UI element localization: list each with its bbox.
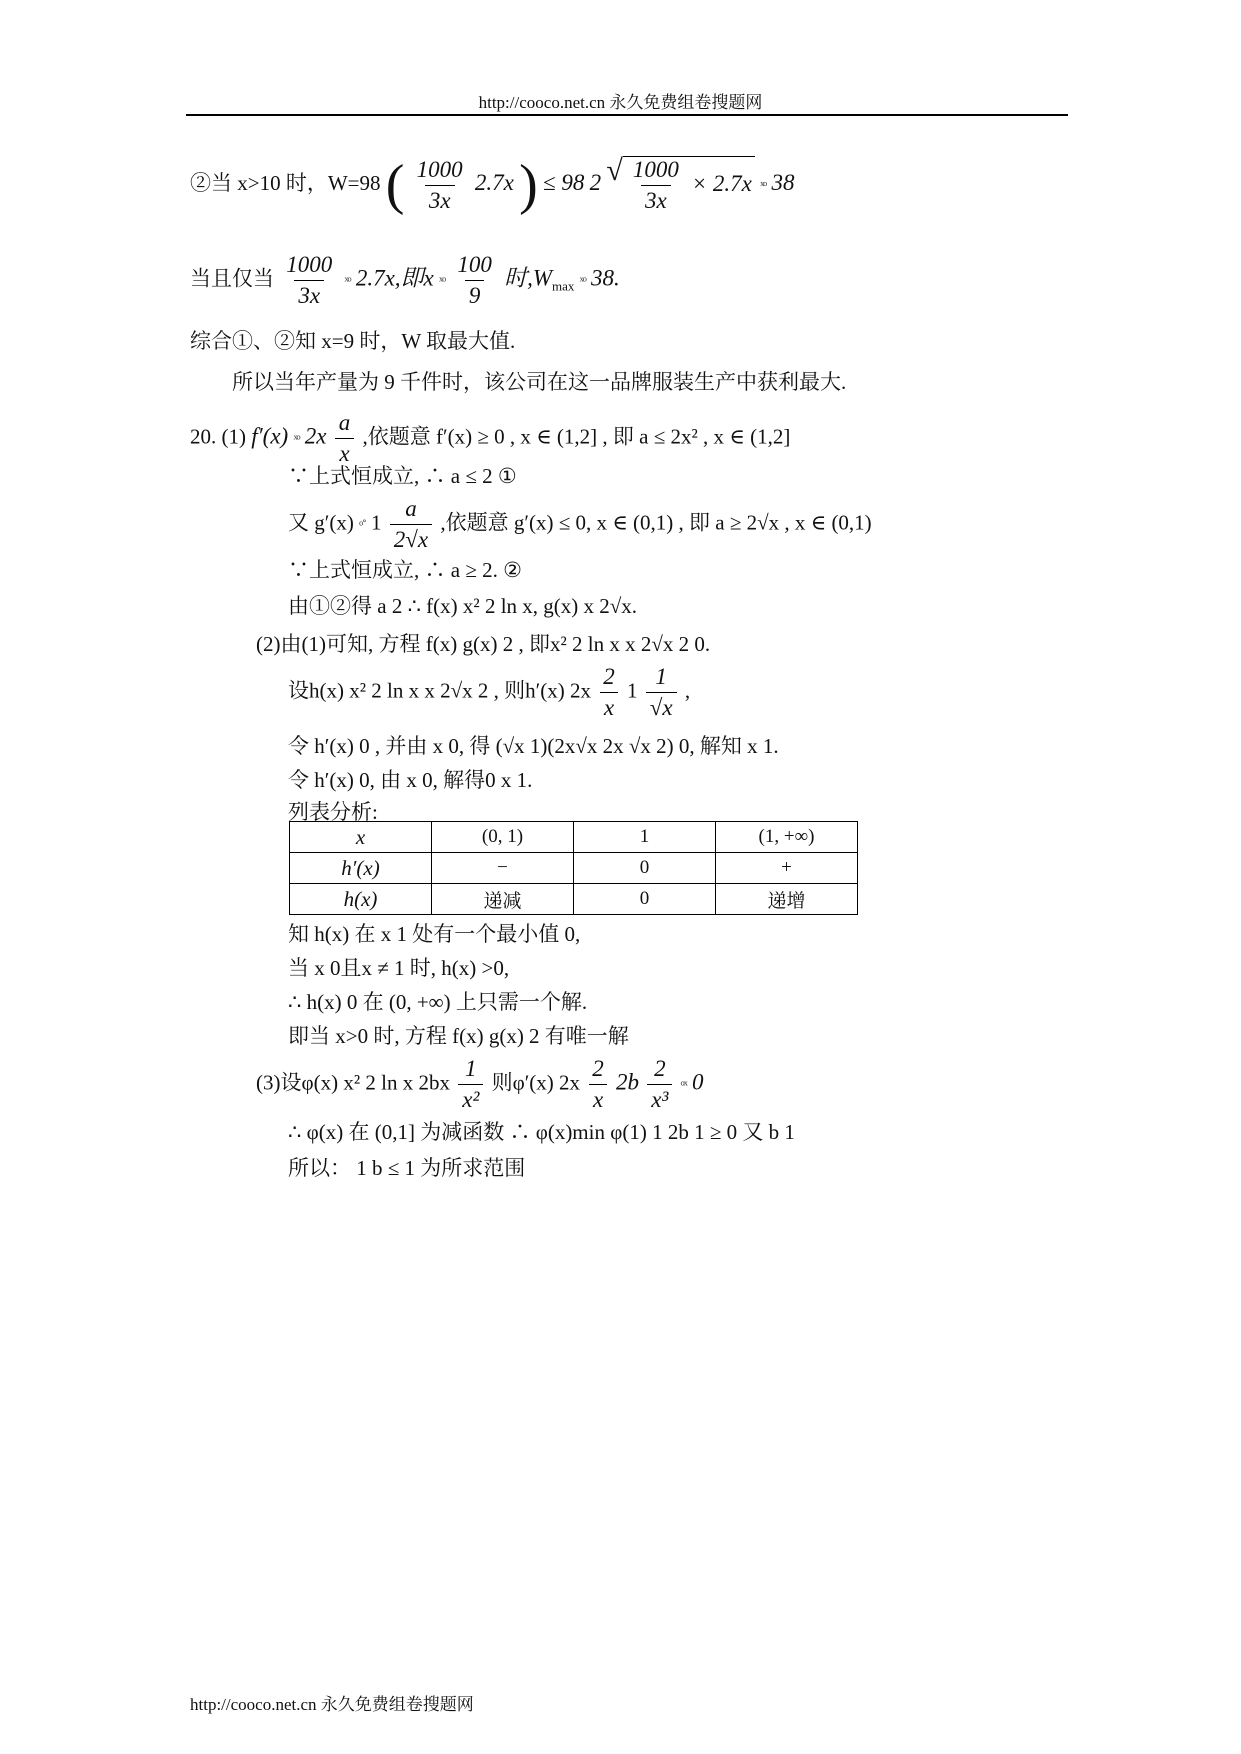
- frac-denominator: x³: [647, 1084, 672, 1113]
- table-cell: +: [716, 853, 858, 884]
- table-cell: h′(x): [290, 853, 432, 884]
- p19-line1-times: × 2.7x: [691, 170, 752, 196]
- p19-line1-frac1: [413, 157, 467, 214]
- p20-part3-mid2: 2b: [616, 1069, 640, 1095]
- p19-line1-coef: 2: [589, 169, 602, 195]
- p20-line7-frac2: [646, 664, 677, 721]
- table-header-row: [290, 822, 858, 853]
- frac-denominator: 3x: [641, 185, 671, 214]
- page-footer: http://cooco.net.cn 永久免费组卷搜题网: [190, 1695, 474, 1714]
- p20-line14: 即当 x>0 时, 方程 f(x) g(x) 2 有唯一解: [288, 1024, 629, 1048]
- p20-part3-end: 0: [692, 1069, 704, 1095]
- garbled-glyph: ˣᵒ: [760, 178, 767, 194]
- frac-numerator: 1: [465, 1056, 477, 1081]
- p20-line7: [288, 664, 690, 721]
- radical-sign: √: [606, 154, 623, 187]
- p20-line1-rhs: 2x: [304, 423, 327, 449]
- frac-numerator: a: [405, 496, 417, 521]
- p20-line7-frac1: [599, 664, 619, 721]
- part1-label: (1): [221, 424, 246, 449]
- table-cell: h(x): [290, 884, 432, 915]
- close-paren: ): [519, 154, 538, 216]
- analysis-table: [289, 821, 858, 915]
- table-cell: (0, 1): [432, 822, 574, 853]
- p19-line1-mid: 2.7x: [474, 169, 514, 195]
- p19-line2-post: 时,W: [504, 265, 553, 291]
- frac-numerator: a: [338, 410, 351, 435]
- garbled-glyph: ˣᵒ: [293, 432, 300, 448]
- table-cell: (1, +∞): [716, 822, 858, 853]
- frac-denominator: √x: [646, 692, 677, 721]
- p19-line2: [190, 252, 620, 309]
- p19-line1: [190, 156, 794, 214]
- header-divider: [186, 114, 1068, 116]
- p19-line2-mid: 2.7x,即x: [355, 265, 434, 291]
- p19-line1-text: ②当 x>10 时，W=98: [190, 170, 381, 195]
- problem-number: 20.: [190, 424, 217, 449]
- p20-line1: [190, 410, 790, 467]
- frac-denominator: x: [589, 1084, 607, 1113]
- table-row: [290, 853, 858, 884]
- p20-line3-frac: [390, 496, 432, 553]
- p20-line16: ∴ φ(x) 在 (0,1] 为减函数 ∴ φ(x)min φ(1) 1 2b 1 ≥ 0 又 b 1: [288, 1120, 795, 1144]
- p20-line4: ∵上式恒成立, ∴ a ≥ 2. ②: [288, 558, 522, 582]
- p20-line1-rest: ,依题意 f′(x) ≥ 0 , x ∈ (1,2] , 即 a ≤ 2x² , x ∈ (1,2]: [362, 424, 791, 449]
- p20-line2: ∵上式恒成立, ∴ a ≤ 2 ①: [288, 464, 517, 488]
- table-cell: 递增: [716, 884, 858, 915]
- p20-line12: 当 x 0且x ≠ 1 时, h(x) >0,: [288, 956, 510, 980]
- p20-line7-end: ,: [684, 678, 691, 703]
- table-cell: −: [432, 853, 574, 884]
- table-cell: x: [290, 822, 432, 853]
- frac-denominator: 2√x: [390, 524, 432, 553]
- p19-line1-ineq: ≤ 98: [543, 169, 585, 195]
- frac-numerator: 100: [457, 252, 492, 277]
- p20-line17: 所以： 1 b ≤ 1 为所求范围: [288, 1156, 526, 1180]
- table-cell: 递减: [432, 884, 574, 915]
- p20-line9: 令 h′(x) 0, 由 x 0, 解得0 x 1.: [288, 768, 533, 792]
- p20-line1-math: f′(x): [251, 423, 289, 449]
- frac-numerator: 1000: [286, 252, 333, 277]
- p20-part3-frac2: [588, 1056, 608, 1113]
- p20-part3-frac1: [458, 1056, 483, 1113]
- frac-denominator: 3x: [425, 185, 455, 214]
- garbled-glyph: ˣᵒ: [579, 274, 586, 290]
- p19-line2-frac1: [282, 252, 336, 309]
- p20-line3: [288, 496, 872, 553]
- p19-line2-end: 38.: [591, 265, 620, 291]
- p19-line1-end: 38: [771, 169, 795, 195]
- p20-line5: 由①②得 a 2 ∴ f(x) x² 2 ln x, g(x) x 2√x.: [288, 594, 638, 618]
- table-cell: 0: [574, 884, 716, 915]
- p20-part3-pre: (3)设φ(x) x² 2 ln x 2bx: [256, 1070, 450, 1095]
- p19-line2-pre: 当且仅当: [190, 266, 274, 291]
- frac-numerator: 1000: [632, 157, 679, 182]
- p20-line3-one: 1: [371, 510, 382, 535]
- p20-line13: ∴ h(x) 0 在 (0, +∞) 上只需一个解.: [288, 990, 588, 1014]
- frac-numerator: 1000: [416, 156, 463, 182]
- p20-part3: [256, 1056, 704, 1113]
- page-header: http://cooco.net.cn 永久免费组卷搜题网: [478, 93, 763, 112]
- p20-part3-frac3: [647, 1056, 672, 1113]
- p20-line7-mid: 1: [626, 678, 638, 703]
- p19-line3: 综合①、②知 x=9 时，W 取最大值.: [190, 329, 516, 353]
- p20-line7-pre: 设h(x) x² 2 ln x x 2√x 2 , 则h′(x) 2x: [288, 678, 591, 703]
- frac-numerator: 2: [592, 1056, 604, 1081]
- subscript-max: max: [552, 278, 575, 294]
- table-row: [290, 884, 858, 915]
- p20-part2: (2)由(1)可知, 方程 f(x) g(x) 2 , 即x² 2 ln x x 2√x 2 0.: [256, 632, 711, 656]
- garbled-glyph: ˣᵒ: [439, 274, 446, 290]
- frac-denominator: 9: [465, 280, 485, 309]
- p20-line1-frac: [335, 410, 355, 467]
- frac-denominator: x²: [458, 1084, 483, 1113]
- frac-numerator: 2: [654, 1056, 666, 1081]
- garbled-glyph: ˣᵒ: [344, 274, 351, 290]
- p20-line11: 知 h(x) 在 x 1 处有一个最小值 0,: [288, 922, 581, 946]
- p20-part3-mid: 则φ′(x) 2x: [491, 1070, 581, 1095]
- p20-line8: 令 h′(x) 0 , 并由 x 0, 得 (√x 1)(2x√x 2x √x 2) 0, 解知 x 1.: [288, 734, 779, 758]
- p19-line2-frac2: [453, 252, 496, 309]
- p20-line3-pre: 又 g′(x): [288, 510, 354, 535]
- table-cell: 1: [574, 822, 716, 853]
- table-cell: 0: [574, 853, 716, 884]
- sqrt-expression: [606, 156, 754, 214]
- p20-line10: 列表分析:: [288, 800, 378, 824]
- frac-denominator: 3x: [294, 280, 324, 309]
- frac-numerator: 2: [603, 664, 615, 689]
- p20-line3-rest: ,依题意 g′(x) ≤ 0, x ∈ (0,1) , 即 a ≥ 2√x , x ∈ (0,1): [440, 510, 872, 535]
- garbled-glyph: ᵒ˚: [359, 518, 366, 534]
- open-paren: (: [385, 154, 405, 216]
- p19-line4: 所以当年产量为 9 千件时，该公司在这一品牌服装生产中获利最大.: [232, 370, 847, 394]
- p19-line1-frac2: [629, 157, 683, 214]
- frac-denominator: x: [600, 692, 618, 721]
- radicand: [623, 156, 755, 214]
- garbled-glyph: ᵒˣ: [680, 1078, 687, 1094]
- frac-numerator: 1: [655, 664, 667, 689]
- frac-denominator: x: [335, 438, 353, 467]
